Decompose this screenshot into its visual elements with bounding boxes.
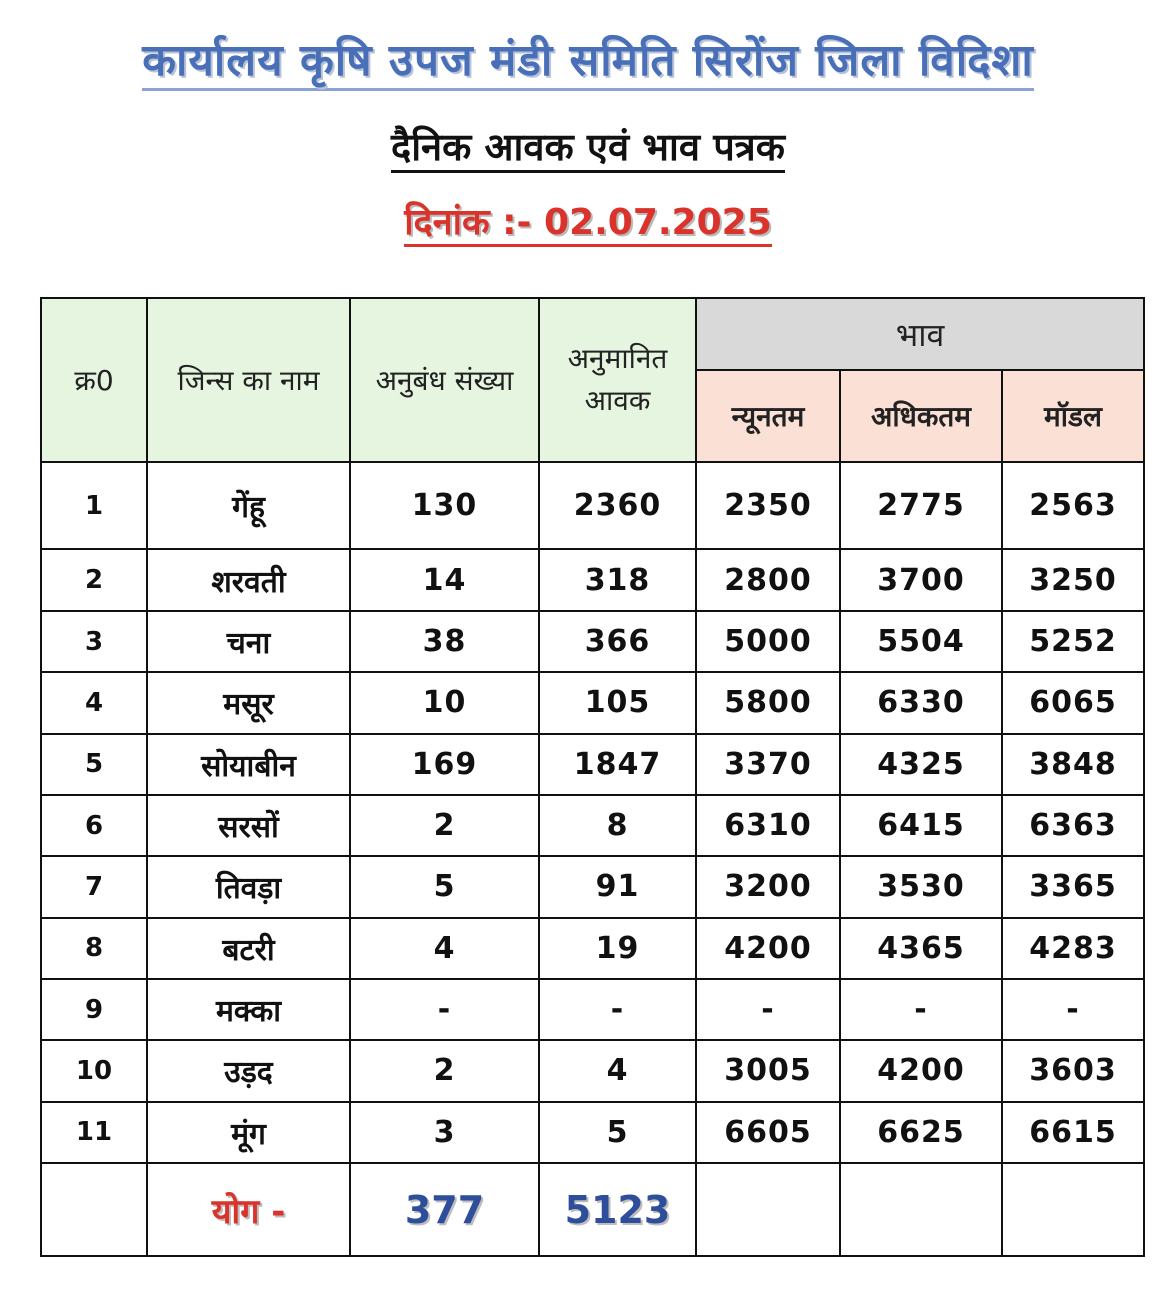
report-subtitle [0,120,1176,172]
row-serial: 4 [41,672,147,733]
row-arrival: 366 [539,611,696,672]
row-arrival: 105 [539,672,696,733]
row-max-rate: 6330 [840,672,1002,733]
col-header-arrival: अनुमानित आवक [539,298,696,462]
row-serial: 11 [41,1102,147,1163]
row-arrival: 91 [539,856,696,917]
row-modal-rate: 5252 [1002,611,1144,672]
row-serial: 2 [41,549,147,610]
col-header-rate-group: भाव [696,298,1144,370]
row-contracts: 10 [350,672,539,733]
row-serial: 3 [41,611,147,672]
table-row [41,795,1144,856]
row-max-rate: 6625 [840,1102,1002,1163]
row-max-rate: 4325 [840,734,1002,795]
table-row [41,1040,1144,1101]
row-contracts: 130 [350,462,539,549]
row-min-rate: 3005 [696,1040,840,1101]
total-contracts: 377 [350,1163,539,1256]
row-modal-rate: - [1002,979,1144,1040]
table-body [41,462,1144,1163]
row-commodity: मसूर [147,672,350,733]
row-modal-rate: 3603 [1002,1040,1144,1101]
row-serial: 6 [41,795,147,856]
row-commodity: चना [147,611,350,672]
row-max-rate: 5504 [840,611,1002,672]
total-empty-cell [1002,1163,1144,1256]
report-subtitle-text: दैनिक आवक एवं भाव पत्रक [391,125,785,173]
row-contracts: 3 [350,1102,539,1163]
row-commodity: तिवड़ा [147,856,350,917]
row-max-rate: 6415 [840,795,1002,856]
row-contracts: 2 [350,1040,539,1101]
row-modal-rate: 3365 [1002,856,1144,917]
table-row [41,462,1144,549]
table-row [41,918,1144,979]
row-modal-rate: 6065 [1002,672,1144,733]
row-serial: 8 [41,918,147,979]
col-header-contracts: अनुबंध संख्या [350,298,539,462]
row-min-rate: 2350 [696,462,840,549]
row-min-rate: 2800 [696,549,840,610]
row-arrival: 4 [539,1040,696,1101]
row-contracts: 38 [350,611,539,672]
row-min-rate: 3200 [696,856,840,917]
row-contracts: 2 [350,795,539,856]
report-date [0,196,1176,245]
row-arrival: 2360 [539,462,696,549]
row-contracts: 4 [350,918,539,979]
total-empty-cell [840,1163,1002,1256]
row-max-rate: 3530 [840,856,1002,917]
row-serial: 9 [41,979,147,1040]
row-min-rate: 3370 [696,734,840,795]
total-empty-cell [696,1163,840,1256]
row-arrival: 5 [539,1102,696,1163]
col-header-max: अधिकतम [840,370,1002,462]
row-arrival: - [539,979,696,1040]
row-contracts: 14 [350,549,539,610]
row-modal-rate: 6615 [1002,1102,1144,1163]
row-serial: 1 [41,462,147,549]
row-min-rate: - [696,979,840,1040]
total-label: योग - [147,1163,350,1256]
col-header-commodity: जिन्स का नाम [147,298,350,462]
row-arrival: 19 [539,918,696,979]
row-max-rate: 3700 [840,549,1002,610]
table-row [41,672,1144,733]
table-row [41,549,1144,610]
row-contracts: 5 [350,856,539,917]
row-modal-rate: 3250 [1002,549,1144,610]
office-title [0,28,1176,88]
row-modal-rate: 6363 [1002,795,1144,856]
row-arrival: 1847 [539,734,696,795]
col-header-serial: क्र0 [41,298,147,462]
table-row [41,734,1144,795]
row-max-rate: - [840,979,1002,1040]
row-max-rate: 4365 [840,918,1002,979]
report-date-text: दिनांक :- 02.07.2025 [404,202,772,247]
row-commodity: सरसों [147,795,350,856]
row-min-rate: 5000 [696,611,840,672]
row-min-rate: 6605 [696,1102,840,1163]
row-min-rate: 4200 [696,918,840,979]
row-arrival: 318 [539,549,696,610]
row-commodity: गेंहू [147,462,350,549]
row-min-rate: 5800 [696,672,840,733]
col-header-min: न्यूनतम [696,370,840,462]
table-row [41,611,1144,672]
office-title-text: कार्यालय कृषि उपज मंडी समिति सिरोंज जिला विदिशा [142,35,1034,91]
row-commodity: उड़द [147,1040,350,1101]
row-modal-rate: 4283 [1002,918,1144,979]
rates-table [40,297,1145,1257]
row-max-rate: 4200 [840,1040,1002,1101]
row-modal-rate: 2563 [1002,462,1144,549]
row-commodity: मूंग [147,1102,350,1163]
row-commodity: बटरी [147,918,350,979]
table-row [41,856,1144,917]
row-serial: 7 [41,856,147,917]
row-modal-rate: 3848 [1002,734,1144,795]
row-arrival: 8 [539,795,696,856]
row-max-rate: 2775 [840,462,1002,549]
row-serial: 5 [41,734,147,795]
row-serial: 10 [41,1040,147,1101]
table-row [41,979,1144,1040]
col-header-modal: मॉडल [1002,370,1144,462]
table-row [41,1102,1144,1163]
row-min-rate: 6310 [696,795,840,856]
total-row [41,1163,1144,1256]
total-empty-cell [41,1163,147,1256]
row-contracts: 169 [350,734,539,795]
row-commodity: शरवती [147,549,350,610]
total-arrival: 5123 [539,1163,696,1256]
row-contracts: - [350,979,539,1040]
row-commodity: सोयाबीन [147,734,350,795]
row-commodity: मक्का [147,979,350,1040]
